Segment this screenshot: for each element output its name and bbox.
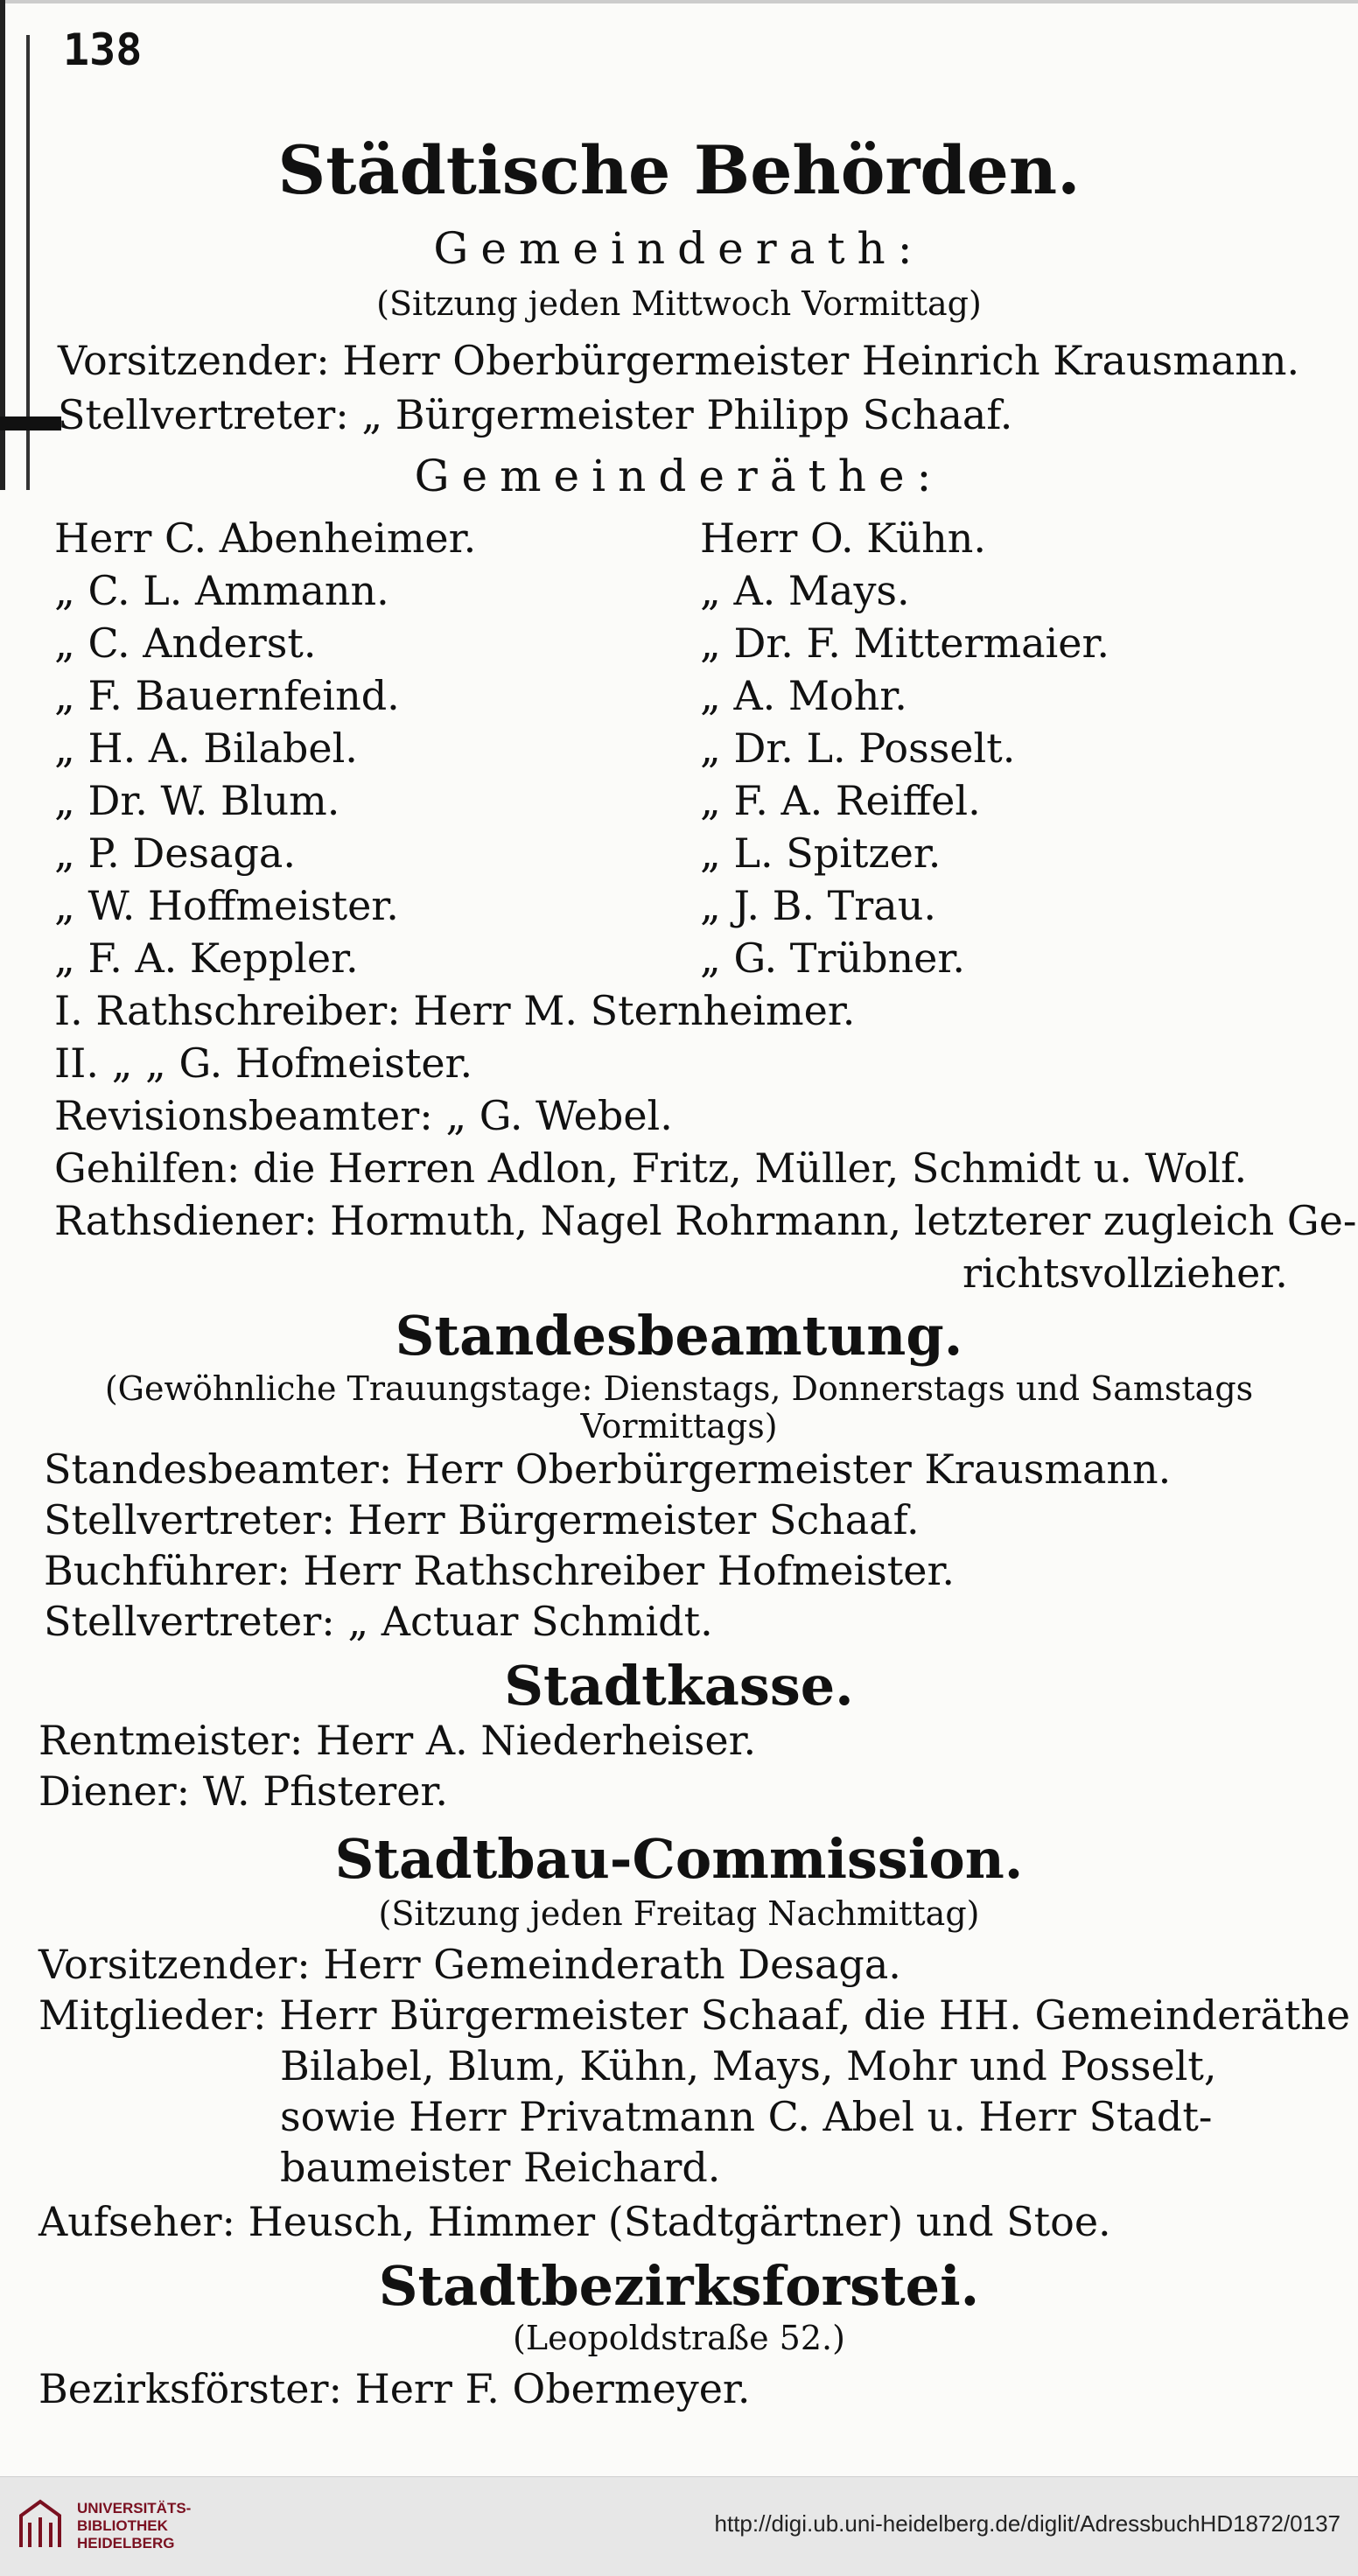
stadtbau-heading: Stadtbau-Commission. <box>334 1827 1024 1891</box>
chair-line: Vorsitzender: Herr Oberbürgermeister Heinrich Krausmann. <box>58 337 1300 384</box>
member-entry: „ G. Trübner. <box>700 934 965 982</box>
stadtkasse-line: Diener: W. Pfisterer. <box>38 1768 448 1815</box>
standesbeamtung-note: (Gewöhnliche Trauungstage: Dienstags, Donnerstags und Samstags <box>104 1369 1254 1408</box>
gemeinderath-note: (Sitzung jeden Mittwoch Vormittag) <box>376 284 982 323</box>
top-edge <box>0 0 1358 4</box>
member-entry: „ C. L. Ammann. <box>54 567 389 614</box>
page-title: Städtische Behörden. <box>277 131 1081 209</box>
stadtbau-line: Bilabel, Blum, Kühn, Mays, Mohr und Posselt, <box>280 2042 1217 2090</box>
library-name-line: HEIDELBERG <box>77 2535 175 2552</box>
forstei-heading: Stadtbezirksforstei. <box>378 2254 980 2318</box>
member-entry: „ W. Hoffmeister. <box>54 882 399 929</box>
member-entry: „ F. A. Reiffel. <box>700 777 981 824</box>
member-entry: „ C. Anderst. <box>54 620 317 667</box>
member-entry: „ H. A. Bilabel. <box>54 724 358 772</box>
standesbeamtung-line: Stellvertreter: Herr Bürgermeister Schaaf. <box>44 1496 920 1544</box>
library-name-line: BIBLIOTHEK <box>77 2517 168 2534</box>
stadtbau-line: Aufseher: Heusch, Himmer (Stadtgärtner) und Stoe. <box>38 2198 1111 2245</box>
library-name <box>77 2500 191 2552</box>
standesbeamtung-note: Vormittags) <box>580 1407 778 1446</box>
stadtbau-line: Mitglieder: Herr Bürgermeister Schaaf, die HH. Gemeinderäthe <box>38 1992 1351 2039</box>
staff-line: Rathsdiener: Hormuth, Nagel Rohrmann, letzterer zugleich Ge- <box>54 1197 1357 1244</box>
page-number: 138 <box>63 24 143 75</box>
staff-line: richtsvollzieher. <box>962 1250 1288 1297</box>
standesbeamtung-line: Buchführer: Herr Rathschreiber Hofmeister. <box>44 1547 956 1594</box>
member-entry: „ P. Desaga. <box>54 830 296 877</box>
member-entry: „ J. B. Trau. <box>700 882 936 929</box>
member-entry: „ Dr. F. Mittermaier. <box>700 620 1110 667</box>
member-entry: „ A. Mays. <box>700 567 910 614</box>
staff-line: Revisionsbeamter: „ G. Webel. <box>54 1092 673 1139</box>
standesbeamtung-heading: Standesbeamtung. <box>395 1304 963 1368</box>
member-entry: „ F. Bauernfeind. <box>54 672 400 719</box>
member-entry: „ F. A. Keppler. <box>54 934 359 982</box>
footer-bar <box>0 2476 1358 2576</box>
university-library-logo-icon <box>16 2496 65 2552</box>
library-name-line: UNIVERSITÄTS- <box>77 2500 192 2516</box>
forstei-line: Bezirksförster: Herr F. Obermeyer. <box>38 2365 751 2412</box>
staff-line: I. Rathschreiber: Herr M. Sternheimer. <box>54 987 856 1034</box>
stadtkasse-heading: Stadtkasse. <box>504 1654 854 1718</box>
deputy-line: Stellvertreter: „ Bürgermeister Philipp Schaaf. <box>58 391 1013 438</box>
member-entry: „ L. Spitzer. <box>700 830 942 877</box>
members-heading: Gemeinderäthe: <box>414 451 944 501</box>
standesbeamtung-line: Stellvertreter: „ Actuar Schmidt. <box>44 1598 713 1645</box>
member-entry: „ Dr. L. Posselt. <box>700 724 1016 772</box>
stadtbau-line: Vorsitzender: Herr Gemeinderath Desaga. <box>38 1941 901 1988</box>
stadtbau-line: baumeister Reichard. <box>280 2144 721 2191</box>
stadtbau-note: (Sitzung jeden Freitag Nachmittag) <box>378 1894 980 1933</box>
member-entry: „ Dr. W. Blum. <box>54 777 340 824</box>
member-entry: „ A. Mohr. <box>700 672 907 719</box>
source-url-link[interactable]: http://digi.ub.uni-heidelberg.de/diglit/AdressbuchHD1872/0137 <box>714 2510 1340 2537</box>
stadtkasse-line: Rentmeister: Herr A. Niederheiser. <box>38 1717 757 1764</box>
stadtbau-line: sowie Herr Privatmann C. Abel u. Herr Stadt- <box>280 2093 1213 2140</box>
gemeinderath-heading: Gemeinderath: <box>433 223 925 274</box>
standesbeamtung-line: Standesbeamter: Herr Oberbürgermeister Krausmann. <box>44 1446 1172 1493</box>
forstei-note: (Leopoldstraße 52.) <box>513 2319 845 2357</box>
binding-mark <box>0 416 61 430</box>
member-entry: Herr O. Kühn. <box>700 514 987 562</box>
member-entry: Herr C. Abenheimer. <box>54 514 477 562</box>
staff-line: II. „ „ G. Hofmeister. <box>54 1040 473 1087</box>
staff-line: Gehilfen: die Herren Adlon, Fritz, Müller, Schmidt u. Wolf. <box>54 1144 1248 1192</box>
